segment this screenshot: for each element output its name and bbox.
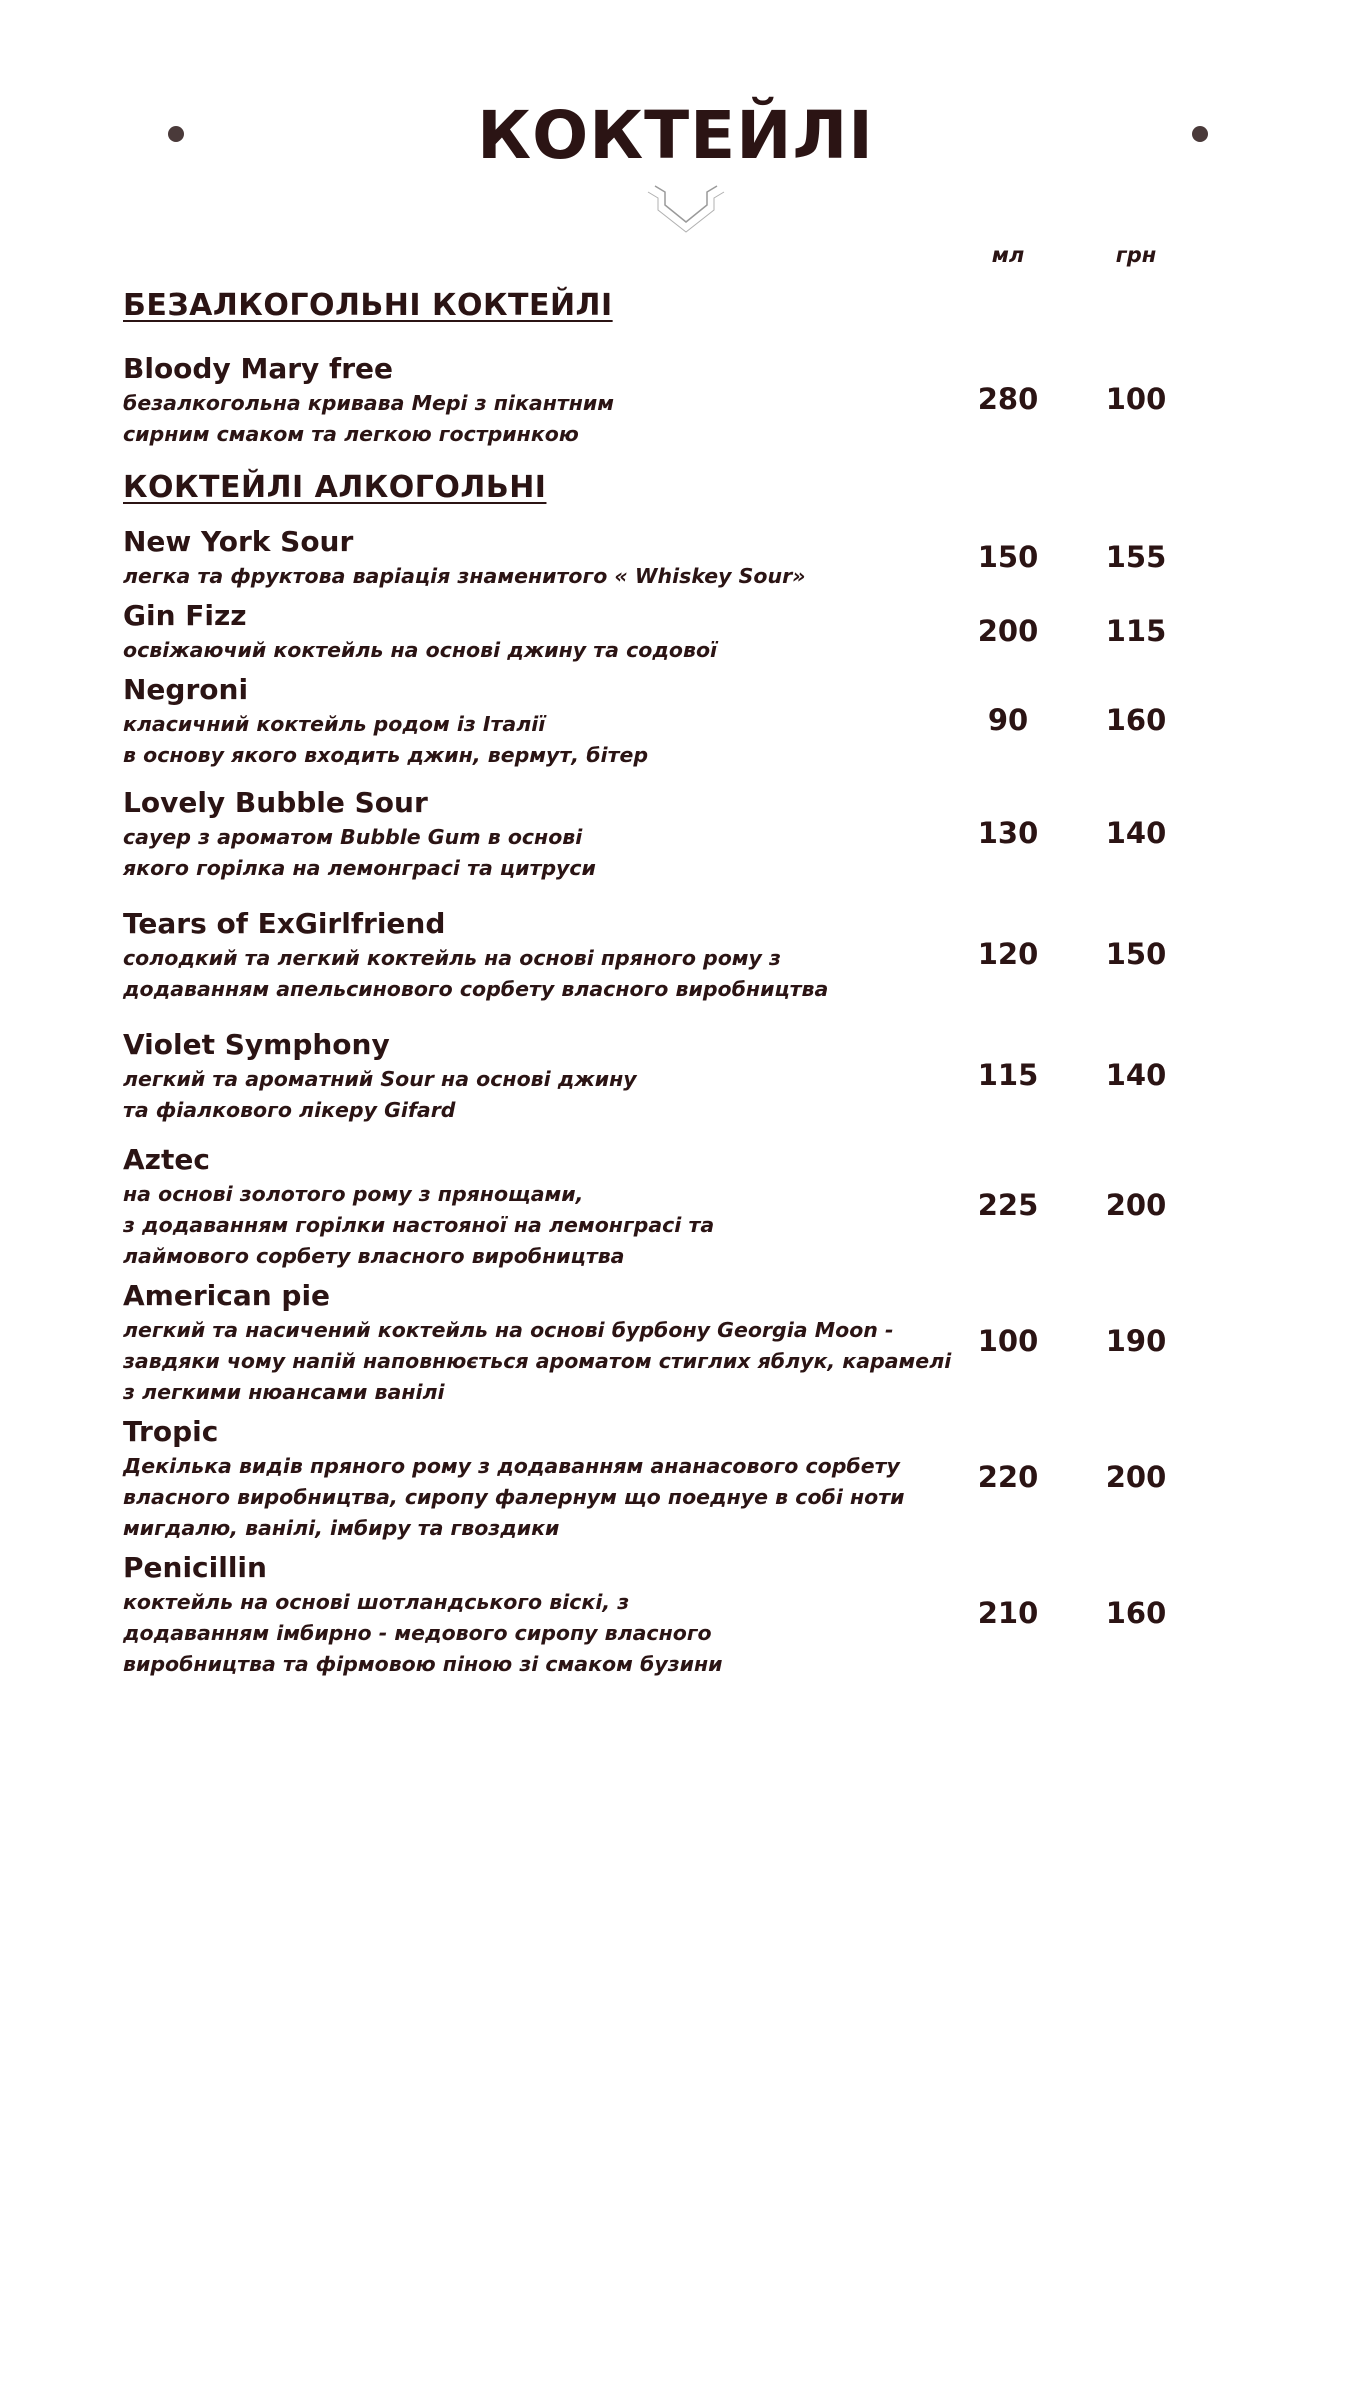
item-description: безалкогольна кривава Мері з пікантним сирним смаком та легкою гостринкою bbox=[123, 391, 615, 446]
item-description: на основі золотого рому з прянощами, з додаванням горілки настояної на лемонграсі та лаймового сорбету власного виробництва bbox=[123, 1182, 715, 1268]
item-volume: 130 bbox=[977, 816, 1039, 850]
item-name: Lovely Bubble Sour bbox=[123, 786, 428, 819]
item-name: New York Sour bbox=[123, 525, 354, 558]
item-price: 100 bbox=[1105, 382, 1167, 416]
item-price: 155 bbox=[1105, 540, 1167, 574]
item-description: коктейль на основі шотландського віскі, з додаванням імбирно - медового сиропу власного виробництва та фірмовою піною зі смаком бузини bbox=[123, 1590, 723, 1676]
item-description: легкий та насичений коктейль на основі бурбону Georgia Moon - завдяки чому напій наповнюється ароматом стиглих яблук, карамелі з легкими нюансами ванілі bbox=[123, 1318, 952, 1404]
section-title-non-alcoholic: БЕЗАЛКОГОЛЬНІ КОКТЕЙЛІ bbox=[123, 288, 613, 323]
item-name: Violet Symphony bbox=[123, 1028, 390, 1061]
item-volume: 100 bbox=[977, 1324, 1039, 1358]
item-volume: 280 bbox=[977, 382, 1039, 416]
item-price: 140 bbox=[1105, 1058, 1167, 1092]
item-description: солодкий та легкий коктейль на основі пряного рому з додаванням апельсинового сорбету власного виробництва bbox=[123, 946, 829, 1001]
item-description: легкий та ароматний Sour на основі джину та фіалкового лікеру Gifard bbox=[123, 1067, 637, 1122]
price-column-header: грн bbox=[1115, 243, 1157, 267]
item-description: Декілька видів пряного рому з додаванням ананасового сорбету власного виробництва, сиропу фалернум що поеднуе в собі ноти мигдалю, ванілі, імбиру та гвоздики bbox=[123, 1454, 905, 1540]
item-price: 115 bbox=[1105, 614, 1167, 648]
item-volume: 115 bbox=[977, 1058, 1039, 1092]
volume-column-header: мл bbox=[991, 243, 1025, 267]
item-volume: 200 bbox=[977, 614, 1039, 648]
item-price: 140 bbox=[1105, 816, 1167, 850]
item-price: 160 bbox=[1105, 703, 1167, 737]
item-description: сауер з ароматом Bubble Gum в основі якого горілка на лемонграсі та цитруси bbox=[123, 825, 596, 880]
item-description: класичний коктейль родом із Італії в основу якого входить джин, вермут, бітер bbox=[123, 712, 649, 767]
item-price: 200 bbox=[1105, 1460, 1167, 1494]
item-volume: 150 bbox=[977, 540, 1039, 574]
item-price: 190 bbox=[1105, 1324, 1167, 1358]
item-description: легка та фруктова варіація знаменитого « Whiskey Sour» bbox=[123, 564, 806, 588]
item-volume: 210 bbox=[977, 1596, 1039, 1630]
item-volume: 120 bbox=[977, 937, 1039, 971]
item-volume: 90 bbox=[987, 703, 1029, 737]
item-price: 200 bbox=[1105, 1188, 1167, 1222]
item-name: Negroni bbox=[123, 673, 249, 706]
item-volume: 220 bbox=[977, 1460, 1039, 1494]
item-name: American pie bbox=[123, 1279, 331, 1312]
item-volume: 225 bbox=[977, 1188, 1039, 1222]
item-name: Tropic bbox=[123, 1415, 219, 1448]
section-title-alcoholic: КОКТЕЙЛІ АЛКОГОЛЬНІ bbox=[123, 470, 547, 505]
item-description: освіжаючий коктейль на основі джину та содової bbox=[123, 638, 718, 662]
item-name: Penicillin bbox=[123, 1551, 267, 1584]
item-price: 160 bbox=[1105, 1596, 1167, 1630]
title-banner bbox=[0, 0, 1351, 240]
item-name: Tears of ExGirlfriend bbox=[123, 907, 446, 940]
page-title: КОКТЕЙЛІ bbox=[477, 97, 874, 174]
item-name: Bloody Mary free bbox=[123, 352, 393, 385]
item-price: 150 bbox=[1105, 937, 1167, 971]
item-name: Gin Fizz bbox=[123, 599, 247, 632]
item-name: Aztec bbox=[123, 1143, 210, 1176]
